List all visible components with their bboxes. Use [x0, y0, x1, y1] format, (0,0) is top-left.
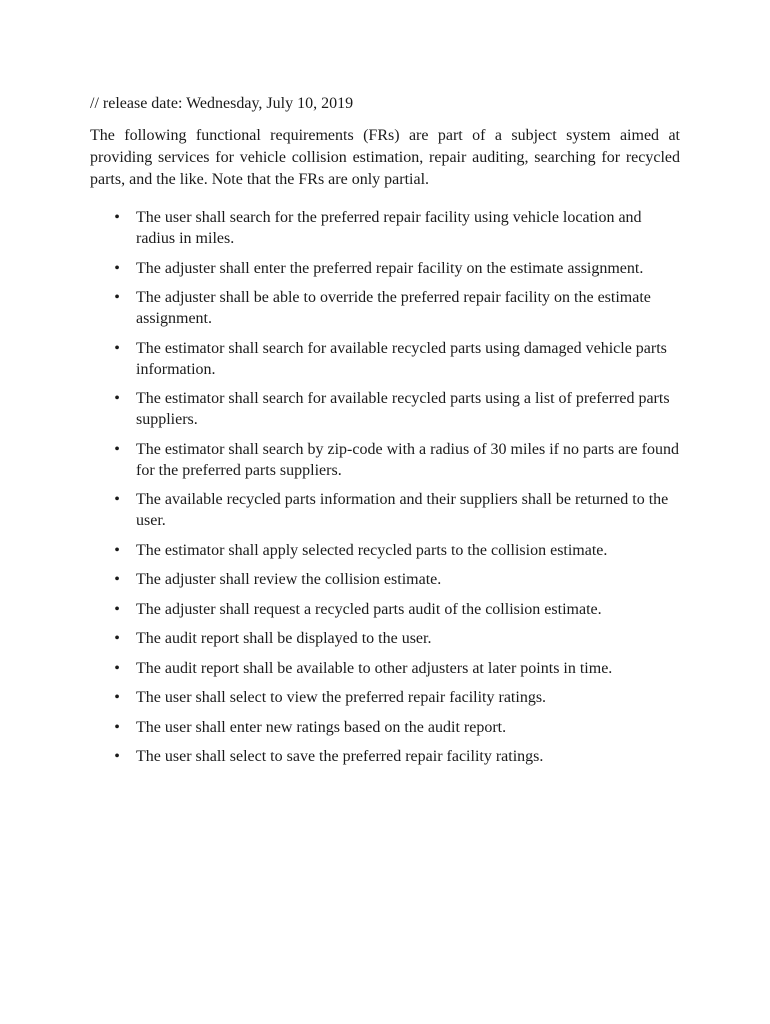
requirement-text: The available recycled parts information and their suppliers shall be returned to the user. — [136, 491, 669, 529]
requirement-text: The estimator shall search for available recycled parts using a list of preferred parts suppliers. — [136, 390, 670, 428]
bullet-icon: • — [114, 748, 120, 765]
bullet-icon: • — [114, 718, 120, 736]
bullet-icon: • — [114, 209, 120, 226]
requirement-text: The user shall select to view the preferred repair facility ratings. — [136, 689, 547, 706]
list-item — [90, 746, 680, 767]
list-item — [90, 489, 680, 531]
requirements-list — [90, 207, 680, 767]
list-item — [90, 569, 680, 590]
list-item — [90, 599, 680, 620]
list-item — [90, 540, 680, 561]
bullet-icon: • — [114, 289, 120, 306]
requirement-text: The user shall enter new ratings based on the audit report. — [136, 718, 507, 736]
requirement-text: The estimator shall search by zip-code with a radius of 30 miles if no parts are found for the preferred parts suppliers. — [136, 440, 679, 479]
bullet-icon: • — [114, 630, 120, 647]
list-item — [90, 717, 680, 738]
list-item — [90, 658, 680, 679]
bullet-icon: • — [114, 600, 120, 618]
bullet-icon: • — [114, 541, 120, 559]
list-item — [90, 338, 680, 380]
requirement-text: The user shall search for the preferred repair facility using vehicle location and radius in miles. — [136, 209, 642, 247]
list-item — [90, 628, 680, 649]
list-item — [90, 207, 680, 249]
requirement-text: The user shall select to save the preferred repair facility ratings. — [136, 748, 544, 765]
requirement-text: The adjuster shall be able to override the preferred repair facility on the estimate assignment. — [136, 289, 651, 327]
document-page — [90, 93, 680, 776]
list-item — [90, 687, 680, 708]
intro-paragraph: The following functional requirements (FRs) are part of a subject system aimed at providing services for vehicle collision estimation, repair auditing, searching for recycled parts, and the like. Note that the FRs are only partial. — [90, 127, 680, 188]
requirement-text: The audit report shall be displayed to the user. — [136, 630, 432, 647]
requirement-text: The audit report shall be available to other adjusters at later points in time. — [136, 659, 613, 677]
list-item — [90, 439, 680, 481]
requirement-text: The estimator shall apply selected recycled parts to the collision estimate. — [136, 541, 608, 559]
bullet-icon: • — [114, 440, 120, 458]
release-date-line: // release date: Wednesday, July 10, 2019 — [90, 95, 354, 112]
bullet-icon: • — [114, 659, 120, 677]
requirement-text: The adjuster shall request a recycled parts audit of the collision estimate. — [136, 600, 602, 618]
bullet-icon: • — [114, 491, 120, 508]
bullet-icon: • — [114, 689, 120, 706]
list-item — [90, 388, 680, 430]
bullet-icon: • — [114, 339, 120, 357]
list-item — [90, 258, 680, 279]
list-item — [90, 287, 680, 329]
requirement-text: The estimator shall search for available recycled parts using damaged vehicle parts information. — [136, 339, 667, 378]
bullet-icon: • — [114, 259, 120, 277]
requirement-text: The adjuster shall enter the preferred repair facility on the estimate assignment. — [136, 259, 644, 277]
bullet-icon: • — [114, 390, 120, 407]
requirement-text: The adjuster shall review the collision estimate. — [136, 571, 442, 588]
bullet-icon: • — [114, 571, 120, 588]
